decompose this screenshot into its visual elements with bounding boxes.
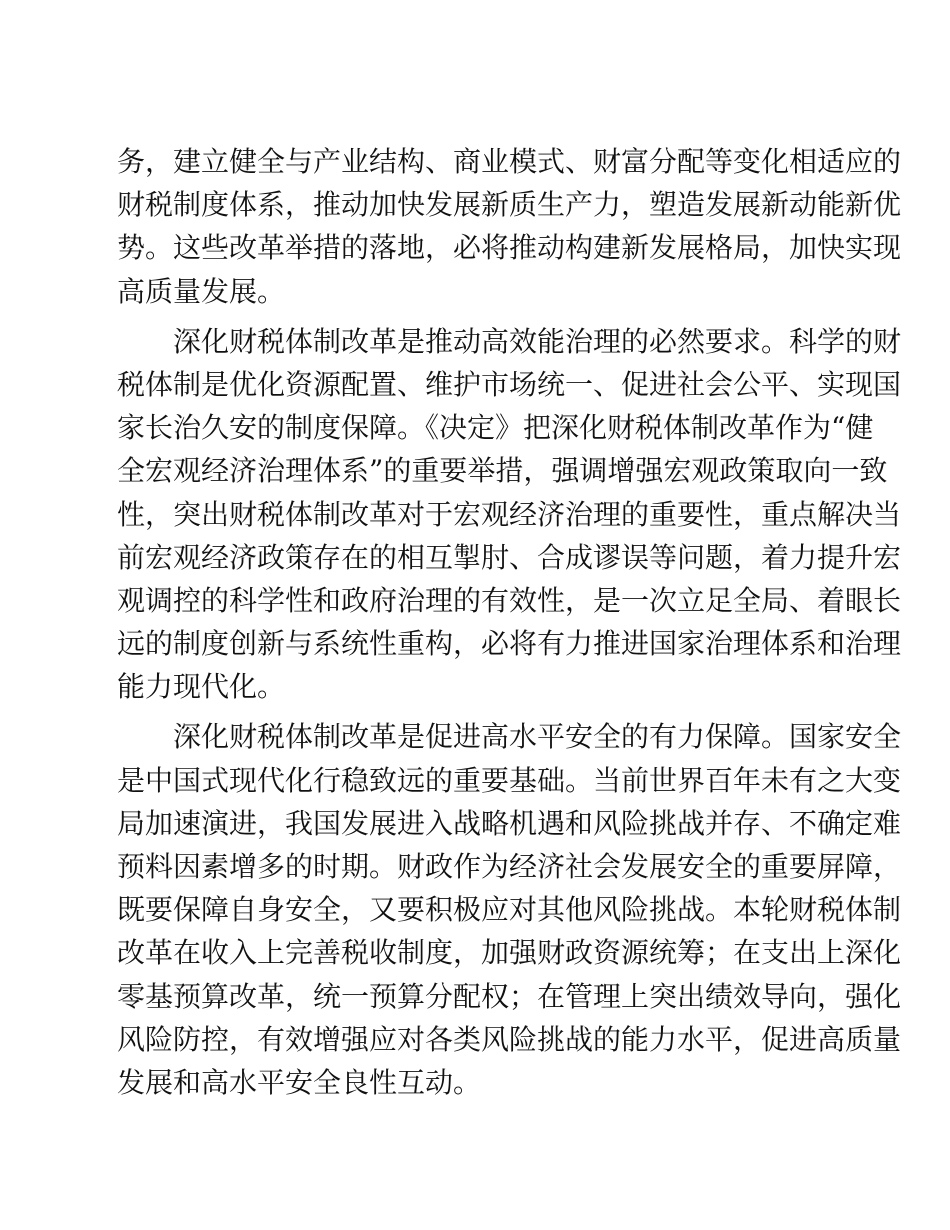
paragraph-line: 预料因素增多的时期。财政作为经济社会发展安全的重要屏障， [117,850,902,883]
paragraph-line: 深化财税体制改革是促进高水平安全的有力保障。国家安全 [173,720,902,754]
paragraph-line: 务，建立健全与产业结构、商业模式、财富分配等变化相适应的 [117,145,902,178]
paragraph-line: 财税制度体系，推动加快发展新质生产力，塑造发展新动能新优 [117,188,902,222]
paragraph-line: 势。这些改革举措的落地，必将推动构建新发展格局，加快实现 [117,231,902,265]
paragraph-line: 风险防控，有效增强应对各类风险挑战的能力水平，促进高质量 [117,1022,902,1056]
paragraph-line: 性，突出财税体制改革对于宏观经济治理的重要性，重点解决当 [117,497,902,531]
paragraph-line: 是中国式现代化行稳致远的重要基础。当前世界百年未有之大变 [117,763,902,797]
paragraph-line: 全宏观经济治理体系”的重要举措，强调增强宏观政策取向一致 [117,454,888,488]
paragraph-line: 前宏观经济政策存在的相互掣肘、合成谬误等问题，着力提升宏 [117,540,902,574]
paragraph-line: 税体制是优化资源配置、维护市场统一、促进社会公平、实现国 [117,367,902,401]
paragraph-2 [117,320,902,709]
paragraph-line: 家长治久安的制度保障。《决定》把深化财税体制改革作为“健 [117,411,874,445]
paragraph-line: 深化财税体制改革是推动高效能治理的必然要求。科学的财 [173,324,902,358]
paragraph-1 [117,140,902,313]
body-text [117,140,902,1104]
paragraph-line: 改革在收入上完善税收制度，加强财政资源统筹；在支出上深化 [117,936,902,970]
paragraph-line: 发展和高水平安全良性互动。 [117,1065,482,1099]
paragraph-3 [117,715,902,1104]
paragraph-line: 零基预算改革，统一预算分配权；在管理上突出绩效导向，强化 [117,979,902,1013]
paragraph-line: 高质量发展。 [117,274,286,308]
paragraph-line: 局加速演进，我国发展进入战略机遇和风险挑战并存、不确定难 [117,806,902,840]
paragraph-line: 能力现代化。 [117,670,286,704]
paragraph-line: 观调控的科学性和政府治理的有效性，是一次立足全局、着眼长 [117,583,902,617]
paragraph-line: 远的制度创新与系统性重构，必将有力推进国家治理体系和治理 [117,627,902,661]
paragraph-line: 既要保障自身安全，又要积极应对其他风险挑战。本轮财税体制 [117,893,902,927]
